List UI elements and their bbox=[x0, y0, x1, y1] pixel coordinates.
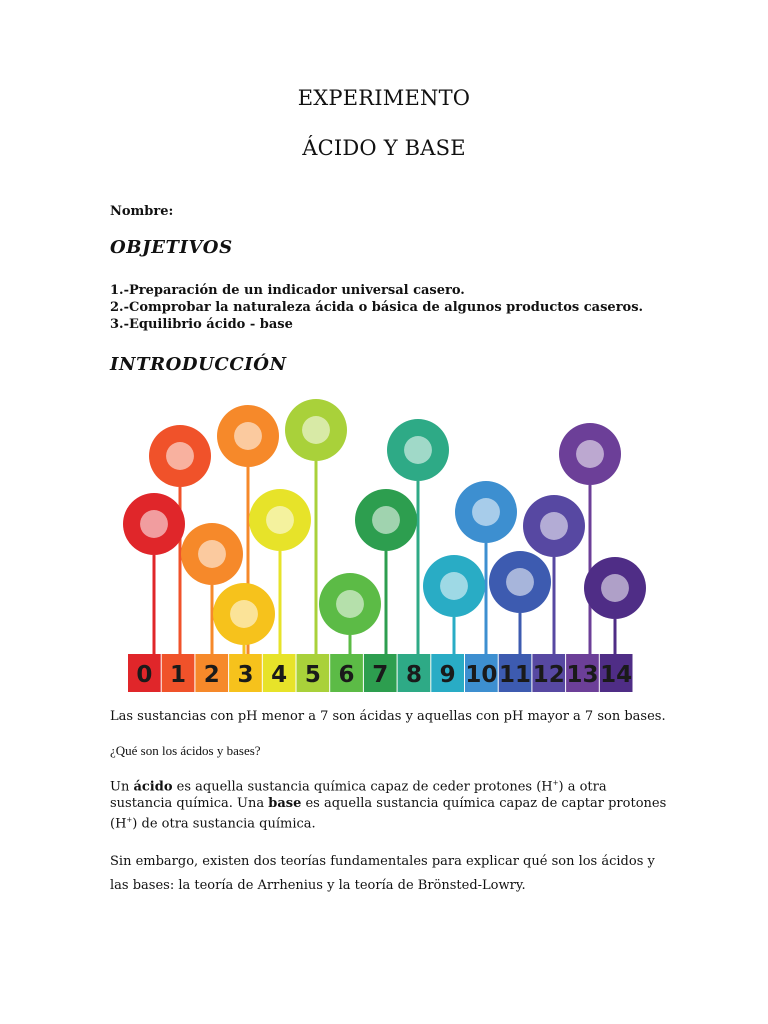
icon-inner bbox=[198, 540, 226, 568]
objetivo-item: 1.-Preparación de un indicador universal casero. bbox=[110, 283, 465, 298]
base-term: base bbox=[268, 796, 302, 812]
icon-inner bbox=[166, 442, 194, 470]
ph-label-12: 12 bbox=[532, 662, 565, 688]
document-subtitle: ÁCIDO Y BASE bbox=[302, 136, 466, 160]
icon-inner bbox=[404, 436, 432, 464]
icon-inner bbox=[302, 416, 330, 444]
ph-label-6: 6 bbox=[338, 662, 355, 688]
intro-paragraph-ph: Las sustancias con pH menor a 7 son ácidas y aquellas con pH mayor a 7 son bases. bbox=[110, 709, 666, 724]
nombre-label: Nombre: bbox=[110, 204, 174, 219]
ph-label-13: 13 bbox=[566, 662, 599, 688]
objetivo-item: 3.-Equilibrio ácido - base bbox=[110, 317, 293, 332]
ph-label-0: 0 bbox=[136, 662, 153, 688]
ph-label-11: 11 bbox=[499, 662, 532, 688]
icon-inner bbox=[140, 510, 168, 538]
intro-question: ¿Qué son los ácidos y bases? bbox=[110, 743, 261, 758]
ph-label-5: 5 bbox=[304, 662, 321, 688]
icon-inner bbox=[266, 506, 294, 534]
icon-inner bbox=[601, 574, 629, 602]
icon-inner bbox=[576, 440, 604, 468]
icon-inner bbox=[440, 572, 468, 600]
objetivos-heading: OBJETIVOS bbox=[110, 237, 233, 258]
ph-label-4: 4 bbox=[271, 662, 288, 688]
ph-label-3: 3 bbox=[237, 662, 254, 688]
icon-inner bbox=[230, 600, 258, 628]
ph-label-8: 8 bbox=[405, 662, 422, 688]
acid-base-definition: Un ácido es aquella sustancia química capaz de ceder protones (H+) a otra sustancia química. Una base es aquella sustancia química capaz de captar protones (H+) de otra sustancia química. bbox=[110, 779, 667, 832]
icon-inner bbox=[472, 498, 500, 526]
icon-inner bbox=[372, 506, 400, 534]
theories-paragraph: Sin embargo, existen dos teorías fundamentales para explicar qué son los ácidos y las bases: la teoría de Arrhenius y la teoría de Brönsted-Lowry. bbox=[110, 854, 655, 893]
ph-label-1: 1 bbox=[170, 662, 187, 688]
icon-inner bbox=[506, 568, 534, 596]
icon-inner bbox=[336, 590, 364, 618]
ph-label-2: 2 bbox=[203, 662, 220, 688]
objetivo-item: 2.-Comprobar la naturaleza ácida o básica de algunos productos caseros. bbox=[110, 300, 644, 315]
ph-label-7: 7 bbox=[372, 662, 389, 688]
introduccion-heading: INTRODUCCIÓN bbox=[110, 354, 287, 375]
icon-inner bbox=[540, 512, 568, 540]
ph-label-10: 10 bbox=[465, 662, 498, 688]
icon-inner bbox=[234, 422, 262, 450]
ph-label-9: 9 bbox=[439, 662, 456, 688]
objetivos-list bbox=[110, 282, 643, 333]
ph-scale-figure bbox=[120, 398, 648, 694]
acido-term: ácido bbox=[133, 779, 173, 795]
document-title: EXPERIMENTO bbox=[297, 86, 471, 110]
ph-label-14: 14 bbox=[600, 662, 633, 688]
